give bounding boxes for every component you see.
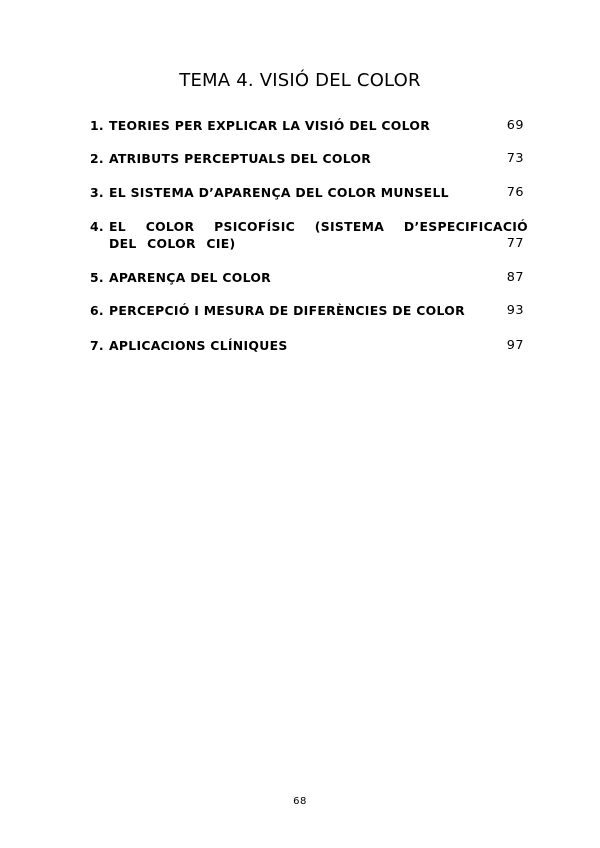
- toc-entry-number: 4.: [90, 219, 104, 234]
- page-title: TEMA 4. VISIÓ DEL COLOR: [179, 70, 421, 91]
- toc-entry-number: 6.: [90, 303, 104, 318]
- toc-entry-title: PERCEPCIÓ I MESURA DE DIFERÈNCIES DE COLOR: [109, 303, 465, 318]
- toc-entry-number: 2.: [90, 151, 104, 166]
- page-number: 68: [293, 796, 307, 807]
- toc-entry-number: 3.: [90, 185, 104, 200]
- toc-entry-number: 1.: [90, 118, 104, 133]
- toc-entry-number: 7.: [90, 338, 104, 353]
- toc-entry-number: 5.: [90, 270, 104, 285]
- toc-entry-title: APARENÇA DEL COLOR: [109, 270, 272, 285]
- toc-entry-title: TEORIES PER EXPLICAR LA VISIÓ DEL COLOR: [109, 118, 431, 133]
- toc-entry-page: 77: [506, 236, 524, 251]
- toc-entry-title: EL SISTEMA D’APARENÇA DEL COLOR MUNSELL: [109, 185, 449, 200]
- toc-entry-page: 93: [506, 303, 524, 318]
- toc-entry-page: 76: [506, 185, 524, 200]
- toc-entry-page: 73: [506, 151, 524, 166]
- toc-entry-title: APLICACIONS CLÍNIQUES: [109, 338, 288, 353]
- toc-entry-page: 87: [506, 270, 524, 285]
- toc-entry-title: ATRIBUTS PERCEPTUALS DEL COLOR: [109, 151, 372, 166]
- toc-entry-title: EL COLOR PSICOFÍSIC (SISTEMA D’ESPECIFICACIÓ DEL COLOR CIE): [109, 219, 528, 251]
- toc-entry-page: 69: [506, 118, 524, 133]
- toc-entry-page: 97: [506, 338, 524, 353]
